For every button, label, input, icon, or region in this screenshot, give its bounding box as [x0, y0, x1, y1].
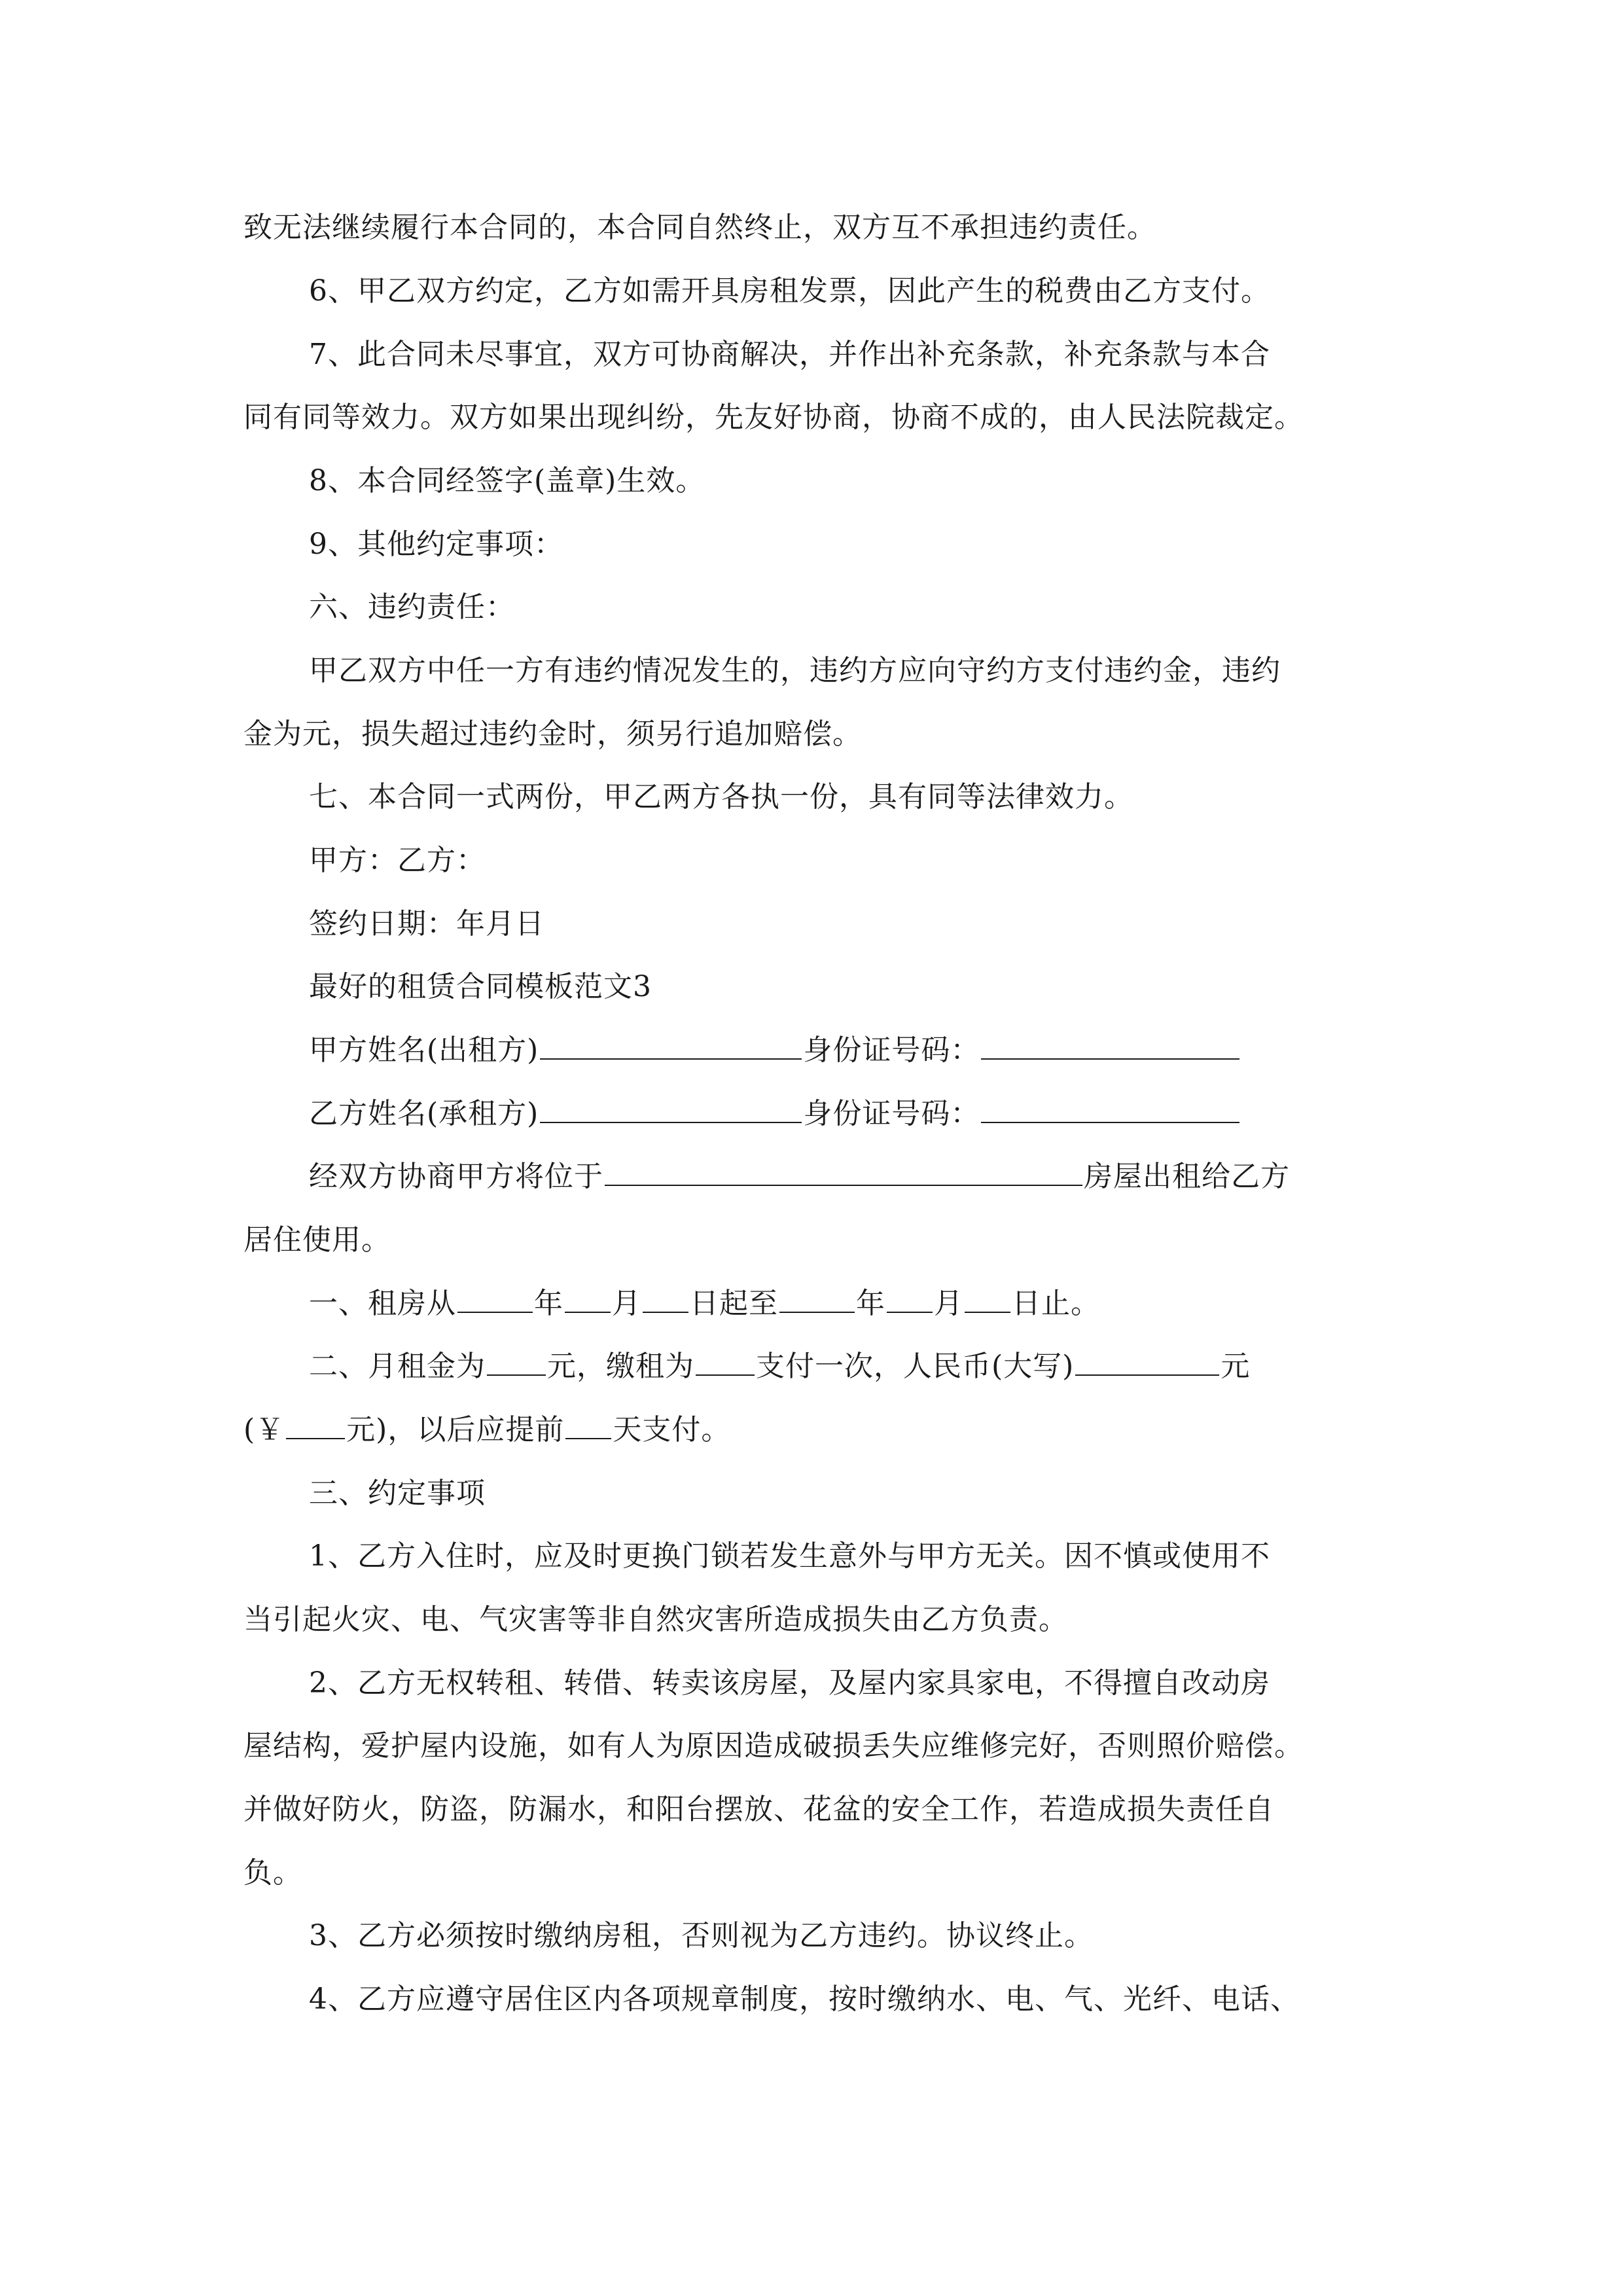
month-label: 月 [612, 1287, 641, 1320]
days-label: 天支付。 [613, 1413, 731, 1446]
section-heading: 六、违约责任： [309, 590, 515, 624]
location-cont: 居住使用。 [243, 1223, 391, 1257]
clause-1: 1、乙方入住时，应及时更换门锁若发生意外与甲方无关。因不慎或使用不 [309, 1539, 1270, 1573]
clause-6: 6、甲乙双方约定，乙方如需开具房租发票，因此产生的税费由乙方支付。 [309, 274, 1270, 308]
rent-yuan-label: 元，缴租为 [547, 1350, 694, 1383]
id-label: 身份证号码： [803, 1033, 980, 1067]
text-line: 同有同等效力。双方如果出现纠纷，先友好协商，协商不成的，由人民法院裁定。 [243, 401, 1304, 434]
signature-parties: 甲方：乙方： [309, 844, 486, 877]
section-heading: 三、约定事项 [309, 1477, 486, 1510]
rent-row-cont [243, 1410, 1389, 1450]
clause-7: 7、此合同未尽事宜，双方可协商解决，并作出补充条款，补充条款与本合 [309, 338, 1270, 371]
lessee-id-field[interactable] [981, 1096, 1240, 1123]
start-day-field[interactable] [643, 1285, 688, 1313]
month-label: 月 [934, 1287, 963, 1320]
rent-uppercase-field[interactable] [1075, 1348, 1219, 1376]
lessee-row [309, 1094, 1454, 1134]
location-suffix: 房屋出租给乙方 [1084, 1160, 1290, 1193]
text-line: 当引起火灾、电、气灾害等非自然灾害所造成损失由乙方负责。 [243, 1603, 1068, 1636]
rent-amount-field[interactable] [286, 1412, 345, 1439]
payment-cycle-field[interactable] [696, 1348, 755, 1376]
location-prefix: 经双方协商甲方将位于 [309, 1160, 603, 1193]
yuan-label: 元 [1221, 1350, 1251, 1383]
term-label: 一、租房从 [309, 1287, 456, 1320]
id-label: 身份证号码： [803, 1097, 980, 1130]
text-line: 并做好防火，防盗，防漏水，和阳台摆放、花盆的安全工作，若造成损失责任自 [243, 1793, 1274, 1826]
text-line: 致无法继续履行本合同的，本合同自然终止，双方互不承担违约责任。 [243, 211, 1156, 244]
text-line: 甲乙双方中任一方有违约情况发生的，违约方应向守约方支付违约金，违约 [309, 654, 1281, 687]
monthly-rent-field[interactable] [487, 1348, 546, 1376]
lessor-row [309, 1031, 1454, 1070]
template-title: 最好的租赁合同模板范文3 [309, 970, 652, 1003]
lessee-label: 乙方姓名(承租方) [309, 1097, 539, 1130]
rent-pay-label: 支付一次，人民币(大写) [756, 1350, 1075, 1383]
location-field[interactable] [605, 1158, 1082, 1186]
day-from-label: 日起至 [690, 1287, 778, 1320]
lessor-id-field[interactable] [981, 1032, 1240, 1060]
advance-days-field[interactable] [565, 1412, 611, 1439]
end-year-field[interactable] [779, 1285, 855, 1313]
clause-3: 3、乙方必须按时缴纳房租，否则视为乙方违约。协议终止。 [309, 1919, 1094, 1952]
text-line: 负。 [243, 1856, 302, 1890]
section-heading: 七、本合同一式两份，甲乙两方各执一份，具有同等法律效力。 [309, 780, 1133, 814]
signature-date: 签约日期：年月日 [309, 907, 544, 941]
location-row [309, 1157, 1454, 1196]
advance-label: 元)，以后应提前 [346, 1413, 565, 1446]
term-row [309, 1284, 1454, 1323]
clause-9: 9、其他约定事项： [309, 528, 563, 561]
start-month-field[interactable] [565, 1285, 611, 1313]
rent-label: 二、月租金为 [309, 1350, 486, 1383]
day-to-label: 日止。 [1012, 1287, 1100, 1320]
year-label: 年 [534, 1287, 563, 1320]
end-month-field[interactable] [887, 1285, 933, 1313]
year-label: 年 [856, 1287, 885, 1320]
clause-2: 2、乙方无权转租、转借、转卖该房屋，及屋内家具家电，不得擅自改动房 [309, 1666, 1270, 1700]
clause-4: 4、乙方应遵守居住区内各项规章制度，按时缴纳水、电、气、光纤、电话、 [309, 1982, 1300, 2016]
text-line: 金为元，损失超过违约金时，须另行追加赔偿。 [243, 717, 862, 751]
rent-amount-prefix: (￥ [243, 1413, 285, 1446]
rent-row [309, 1347, 1454, 1386]
end-day-field[interactable] [965, 1285, 1010, 1313]
lessor-name-field[interactable] [540, 1032, 802, 1060]
lessor-label: 甲方姓名(出租方) [309, 1033, 539, 1067]
clause-8: 8、本合同经签字(盖章)生效。 [309, 464, 705, 497]
text-line: 屋结构，爱护屋内设施，如有人为原因造成破损丢失应维修完好，否则照价赔偿。 [243, 1729, 1304, 1763]
lessee-name-field[interactable] [540, 1096, 802, 1123]
start-year-field[interactable] [457, 1285, 533, 1313]
